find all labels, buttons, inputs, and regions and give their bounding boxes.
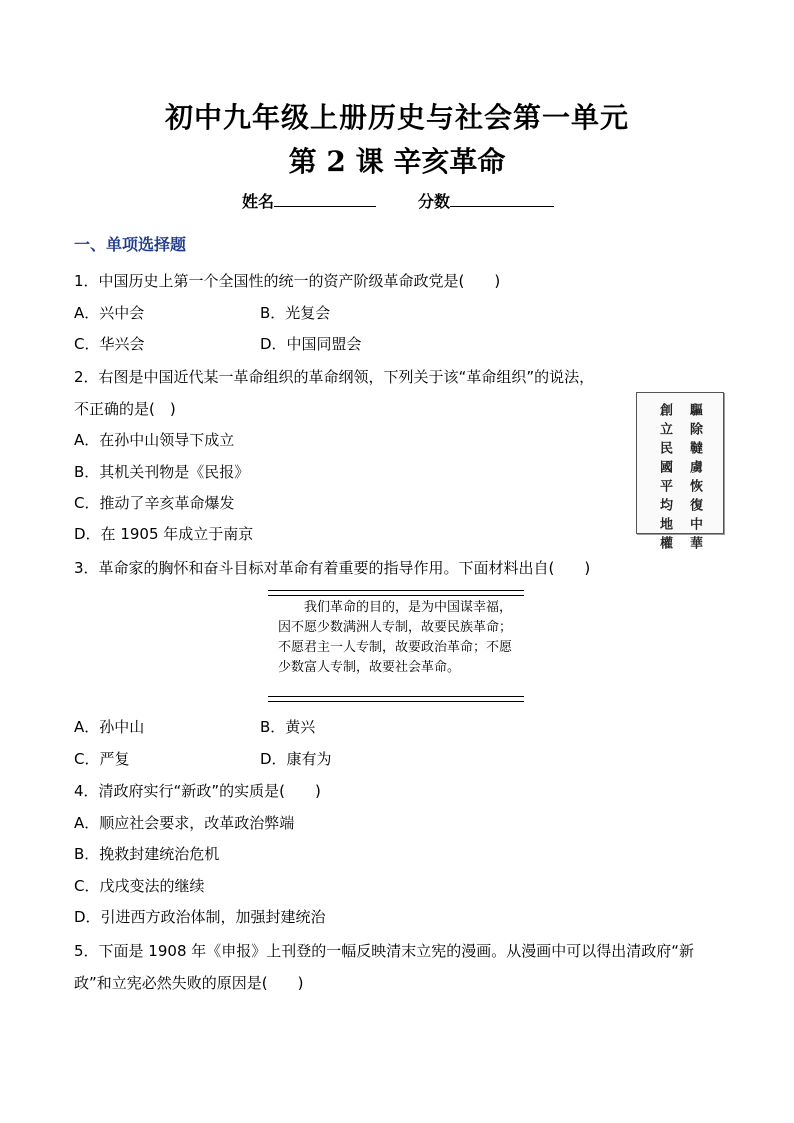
q4-option-c: C．戊戌变法的继续 [74,877,205,895]
quote-bottom-rule [268,696,524,702]
q1-option-b: B．光复会 [260,304,331,322]
program-figure [636,392,724,555]
question-5-stem-line1: 5．下面是 1908 年《申报》上刊登的一幅反映清末立宪的漫画。从漫画中可以得出清政府“新 [74,942,695,960]
section-heading: 一、单项选择题 [74,235,187,254]
score-field [418,189,554,212]
q2-option-d: D．在 1905 年成立于南京 [74,525,254,543]
name-blank[interactable] [274,190,376,207]
name-label: 姓名 [242,192,275,211]
slogan-column-right: 驅除韃虜恢復中華 [687,403,702,555]
q2-option-a: A．在孙中山领导下成立 [74,431,235,449]
q3-option-c: C．严复 [74,750,130,768]
q3-option-b: B．黄兴 [260,718,316,736]
q4-option-b: B．挽救封建统治危机 [74,845,220,863]
q1-option-c: C．华兴会 [74,335,145,353]
name-field [242,189,376,212]
question-5-stem-line2: 政”和立宪必然失败的原因是( ) [74,974,304,992]
q2-option-c: C．推动了辛亥革命爆发 [74,494,235,512]
q4-option-a: A．顺应社会要求，改革政治弊端 [74,814,295,832]
q4-option-d: D．引进西方政治体制，加强封建统治 [74,908,326,926]
q1-option-d: D．中国同盟会 [260,335,362,353]
doc-title: 初中九年级上册历史与社会第一单元 [164,101,629,134]
question-1-stem: 1．中国历史上第一个全国性的统一的资产阶级革命政党是( ) [74,272,501,290]
quote-box [268,590,524,702]
q3-option-a: A．孙中山 [74,718,145,736]
question-4-stem: 4．清政府实行“新政”的实质是( ) [74,782,321,800]
quote-top-rule [268,590,524,596]
score-label: 分数 [418,192,451,211]
q2-option-b: B．其机关刊物是《民报》 [74,463,250,481]
q1-option-a: A．兴中会 [74,304,145,322]
question-3-stem: 3．革命家的胸怀和奋斗目标对革命有着重要的指导作用。下面材料出自( ) [74,559,591,577]
quote-text: 我们革命的目的，是为中国谋幸福，因不愿少数满洲人专制，故要民族革命；不愿君主一人专制，故要政治革命；不愿少数富人专制，故要社会革命。 [278,600,513,675]
question-2-stem-line2: 不正确的是( ) [74,400,176,418]
slogan-column-left: 創立民國平均地權 [657,403,672,555]
score-blank[interactable] [450,190,554,207]
q3-option-d: D．康有为 [260,750,332,768]
question-2-stem-line1: 2．右图是中国近代某一革命组织的革命纲领，下列关于该“革命组织”的说法， [74,368,595,386]
lesson-title: 第 2 课 辛亥革命 [288,145,506,178]
